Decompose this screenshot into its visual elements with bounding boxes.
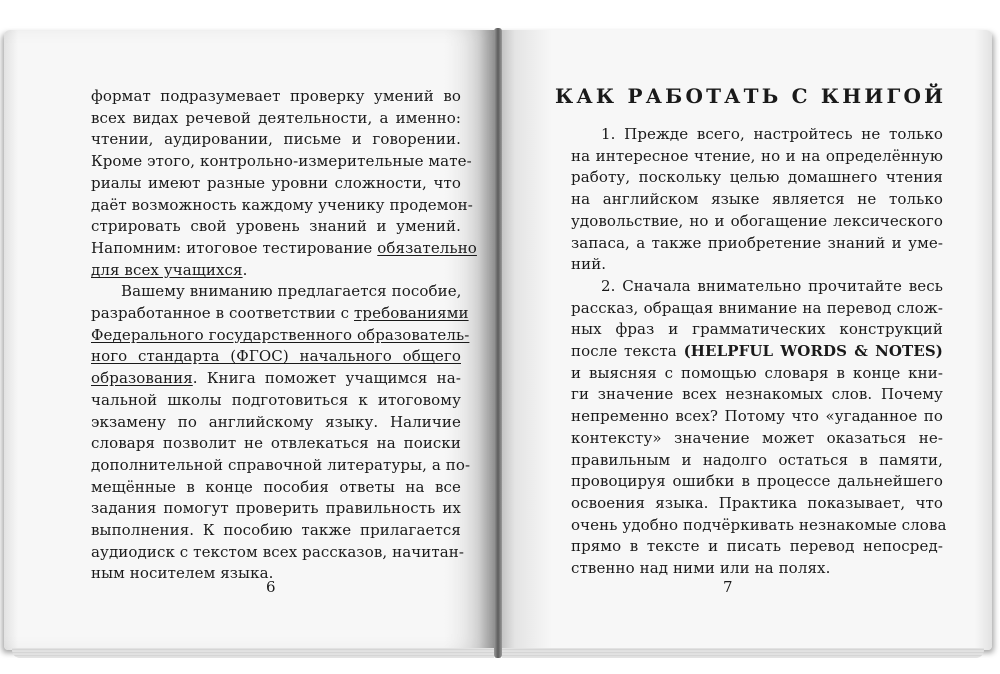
text-line: прямо в тексте и писать перевод непосред- xyxy=(571,537,943,556)
text-line: запаса, а также приобретение знаний и уме- xyxy=(571,233,943,252)
right-page xyxy=(497,30,992,650)
text-line: правильным и надолго остаться в памяти, xyxy=(571,450,943,469)
text-line: удовольствие, но и обогащение лексического xyxy=(571,211,943,230)
text-line: на английском языке является не только xyxy=(571,190,943,209)
text-line: Кроме этого, контрольно-измерительные мате- xyxy=(91,152,472,171)
text-line: даёт возможность каждому ученику продемон- xyxy=(91,195,473,214)
text-line: экзамену по английскому языку. Наличие xyxy=(91,412,461,431)
underlined-text: для всех учащихся xyxy=(91,260,243,279)
underlined-text: образования xyxy=(91,369,193,388)
text-line: 2. Сначала внимательно прочитайте весь xyxy=(601,276,943,295)
text-line: непременно всех? Потому что «угаданное по xyxy=(571,407,943,426)
text-line: чальной школы подготовиться к итоговому xyxy=(91,390,461,409)
left-page xyxy=(4,30,497,650)
text-line: Вашему вниманию предлагается пособие, xyxy=(121,282,462,301)
text-line: словаря позволит не отвлекаться на поиски xyxy=(91,434,461,453)
text-line: ги значение всех незнакомых слов. Почему xyxy=(571,385,943,404)
text-line: мещённые в конце пособия ответы на все xyxy=(91,477,461,496)
text-line: стрировать свой уровень знаний и умений. xyxy=(91,217,461,236)
bold-text: (HELPFUL WORDS & NOTES) xyxy=(683,342,943,361)
text-segment: разработанное в соответствии с xyxy=(91,304,355,323)
text-line: 1. Прежде всего, настройтесь не только xyxy=(601,125,943,143)
text-line: очень удобно подчёркивать незнакомые слова xyxy=(571,515,947,534)
text-line: всех видах речевой деятельности, а именно: xyxy=(91,108,461,127)
text-line: ний. xyxy=(571,255,607,274)
page-number-left: 6 xyxy=(266,578,276,596)
text-line: провоцируя ошибки в процессе дальнейшего xyxy=(571,472,943,491)
text-line xyxy=(91,238,477,260)
text-line: на интересное чтение, но и на определённую xyxy=(571,146,943,165)
text-line: выполнения. К пособию также прилагается xyxy=(91,521,461,540)
underlined-text-line: Федерального государственного образователь- xyxy=(91,325,470,344)
text-line xyxy=(91,303,469,325)
text-line: ственно над ними или на полях. xyxy=(571,559,831,578)
text-segment: . xyxy=(242,260,248,279)
text-line: ных фраз и грамматических конструкций xyxy=(571,320,943,339)
underlined-text: требованиями xyxy=(354,304,469,323)
text-line xyxy=(91,368,461,390)
text-line: формат подразумевает проверку умений во xyxy=(91,87,461,105)
text-line: задания помогут проверить правильность их xyxy=(91,499,461,518)
text-line xyxy=(571,341,943,363)
text-segment: после текста xyxy=(571,342,684,361)
text-line: риалы имеют разные уровни сложности, что xyxy=(91,173,461,192)
underlined-text-line: ного стандарта (ФГОС) начального общего xyxy=(91,347,461,366)
book-spine xyxy=(494,28,502,658)
text-line xyxy=(91,260,461,282)
text-segment: Напомним: итоговое тестирование xyxy=(91,238,378,257)
chapter-heading: КАК РАБОТАТЬ С КНИГОЙ xyxy=(555,84,947,108)
text-line: освоения языка. Практика показывает, что xyxy=(571,493,943,512)
text-line: рассказ, обращая внимание на перевод слож- xyxy=(571,298,943,317)
text-line: контексту» значение может оказаться не- xyxy=(571,428,943,447)
page-edges-left xyxy=(12,648,494,658)
text-line: и выясняя с помощью словаря в конце кни- xyxy=(571,363,943,382)
right-page-text xyxy=(571,124,947,580)
text-line: чтении, аудировании, письме и говорении. xyxy=(91,130,461,149)
text-line: ным носителем языка. xyxy=(91,564,274,583)
page-edges-right xyxy=(502,648,984,658)
text-segment: . Книга поможет учащимся на- xyxy=(192,369,461,388)
page-number-right: 7 xyxy=(723,578,733,596)
underlined-text: обязательно xyxy=(377,238,477,257)
text-line: аудиодиск с текстом всех рассказов, начитан- xyxy=(91,542,465,561)
text-line: работу, поскольку целью домашнего чтения xyxy=(571,168,943,187)
left-page-text xyxy=(91,86,477,585)
text-line: дополнительной справочной литературы, а по- xyxy=(91,455,471,474)
